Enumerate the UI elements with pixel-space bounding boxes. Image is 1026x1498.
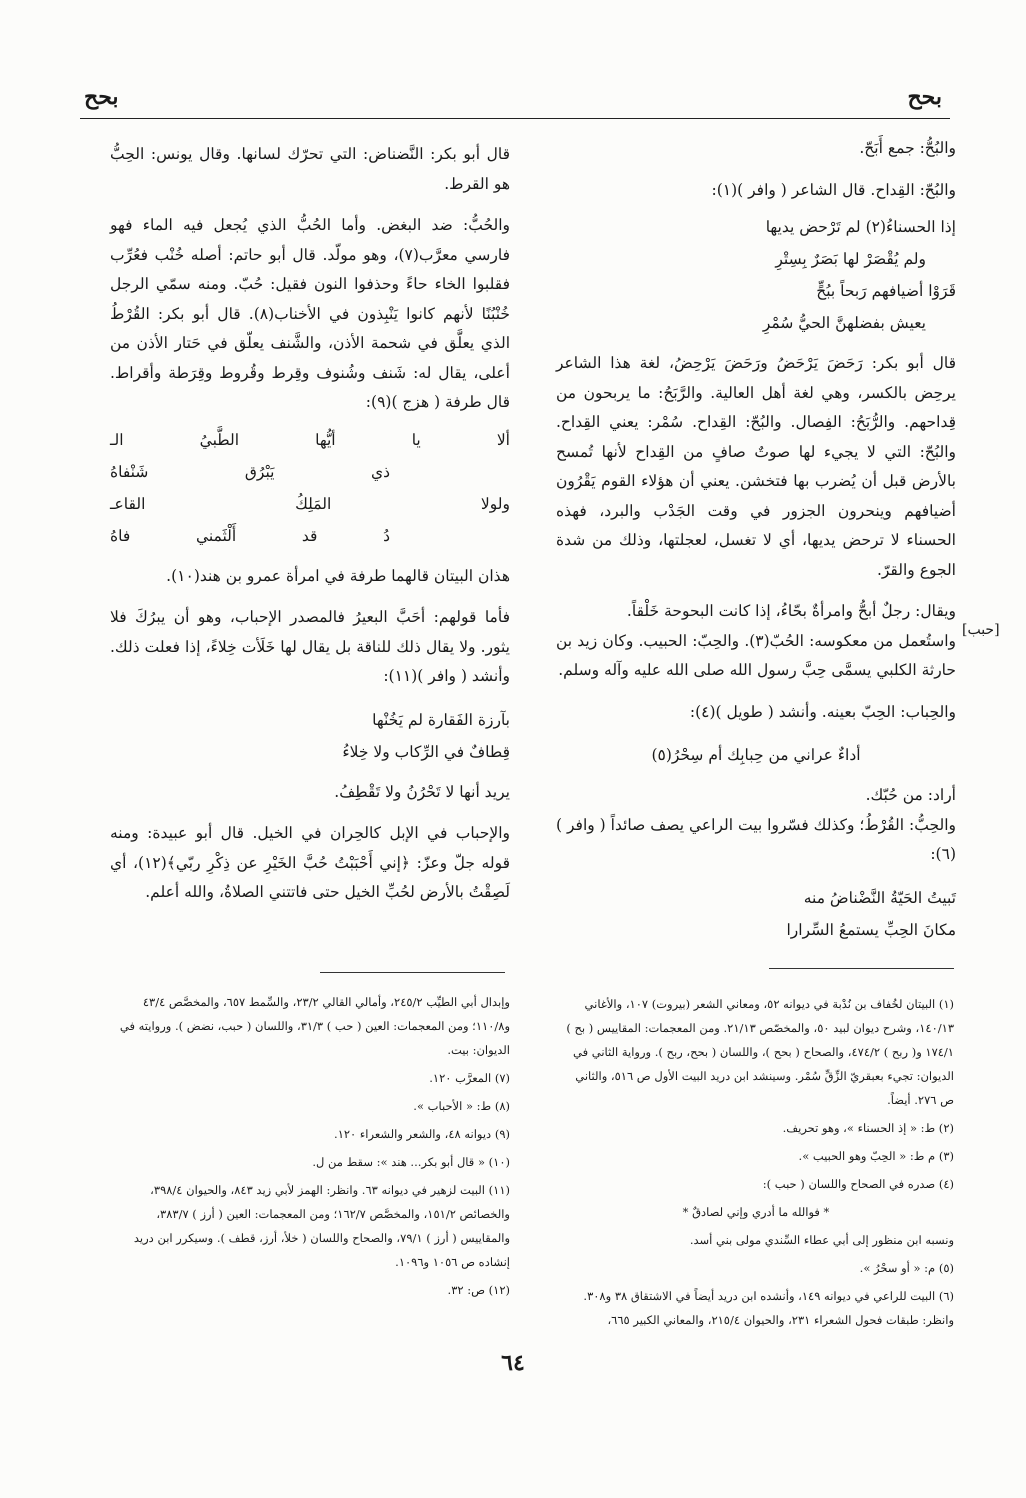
footnote: (٢) ط: « إذ الحسناء »، وهو تحريف. xyxy=(782,1121,954,1135)
paragraph: قال أبو بكر: النَّضناض: التي تحرّك لسانها. وقال يونس: الحِبُّ هو القرط. xyxy=(110,145,510,193)
verse-line: أداءٌ عراني من حِبابِك أم سِحْرُ(٥) xyxy=(651,746,861,764)
footnote: وإبدال أبي الطيِّب ٢٤٥/٢، وأمالي القالي ٢٣/٢، والسِّمط ٦٥٧، والمخصَّص ٤٣/٤ و١١٠/٨؛ ومن المعجمات: العين ( حب ) ٣١/٣، واللسان ( حبب، نضض ). وروايته في الديوان: بيت. xyxy=(119,995,510,1057)
verse-line: ولولا المَلِكُ القاعـ xyxy=(110,494,510,513)
verse-line: تَبيتُ الحَيّةُ النَّضْناضُ منه xyxy=(803,888,956,907)
paragraph: والبُحّ: القِداح. قال الشاعر ( وافر )(١): xyxy=(711,180,956,199)
footnote-rule xyxy=(769,968,954,969)
poem-verse xyxy=(110,424,510,552)
verse-line: يعيش بفضلهنَّ الحيُّ سُمْرِ xyxy=(762,314,926,332)
paragraph: والحِبُّ: القُرْطُ؛ وكذلك فسّروا بيت الراعي يصف صائداً ( وافر )(٦): xyxy=(556,815,956,863)
verse-line: ألا يا أيُّها الطَّبيُ الـ xyxy=(110,430,510,449)
paragraph: واستُعمل من معكوسه: الحُبّ(٣). والحِبّ: الحبيب. وكان زيد بن حارثة الكلبي يسمَّى حِبَّ رسول الله صلى الله عليه وآله وسلم. xyxy=(556,631,957,679)
verse-line: بآرزة الفَقارة لم يَخُنْها xyxy=(372,710,510,729)
paragraph: أراد: من حُبّك. xyxy=(865,786,956,804)
footnote: (٤) صدره في الصحاح واللسان ( حبب ): xyxy=(762,1177,954,1191)
paragraph: ويقال: رجلٌ أبحُّ وامرأةٌ بحّاءُ، إذا كانت البحوحة خَلْقاً. xyxy=(626,602,956,620)
footnote: (١١) البيت لزهير في ديوانه ٦٣. وانظر: الهمز لأبي زيد ٨٤٣، والحيوان ٣٩٨/٤، والخصائص ١٥١/٢، والمخصَّص ١٦٢/٧؛ ومن المعجمات: العين ( أرز ) ٣٨٣/٧، والمقاييس ( أرز ) ٧٩/١، والصحاح واللسان ( خلأ، أرز، قطف ). وسيكرر ابن دريد إنشاده ص ١٠٥٦ و١٠٩٦. xyxy=(133,1183,510,1269)
header-entry-word-right: بحح xyxy=(907,84,942,110)
footnote: (٧) المعرَّب ١٢٠. xyxy=(429,1071,510,1085)
paragraph: والإحباب في الإبل كالحِران في الخيل. قال أبو عبيدة: ومنه قوله جلّ وعزّ: ﴿إني أَحْبَبْتُ حُبَّ الخَيْرِ عن ذِكْرِ ربّي﴾(١٢)، أي لَصِقْتُ بالأرض لحُبِّ الخيل حتى فاتتني الصلاةُ، والله أعلم. xyxy=(110,824,510,901)
footnote: (١) البيتان لخُفاف بن نُدْبة في ديوانه ٥٢، ومعاني الشعر (بيروت) ١٠٧، والأغاني ١٤٠/١٣، وشرح ديوان لبيد ٥٠، والمخصّص ٢١/١٣. ومن المعجمات: المقاييس ( بح ) ١٧٤/١ و( ربح ) ٤٧٤/٢، والصحاح ( بحح )، واللسان ( بحح، ربح ). ورواية الثاني في الديوان: تجيء بعبقريّ الزِّقِّ سُمْر. وسينشد ابن دريد البيت الأول ص ٥١٦، والثاني ص ٢٧٦. أيضاً. xyxy=(566,997,954,1107)
footnote: (١٢) ص: ٣٢. xyxy=(447,1283,510,1297)
paragraph: هذان البيتان قالهما طرفة في امرأة عمرو بن هند(١٠). xyxy=(166,566,510,585)
footnote: (٣) م ط: « الحِبّ وهو الحبيب ». xyxy=(798,1149,954,1163)
footnote: (١٠) « قال أبو بكر... هند »: سقط من ل. xyxy=(312,1155,510,1169)
poem-verse xyxy=(556,211,956,339)
page-number: ٦٤ xyxy=(501,1350,525,1376)
left-column xyxy=(110,140,510,920)
poem-verse xyxy=(110,704,510,768)
footnote-verse: * فوالله ما أدري وإني لصادقٌ * xyxy=(682,1205,830,1219)
marginal-entry-label: [حبب] xyxy=(962,622,1000,638)
footnotes-left xyxy=(110,990,510,1306)
paragraph: والحُبُّ: ضد البغض. وأما الحُبُّ الذي يُجعل فيه الماء فهو فارسي معرَّب(٧)، وهو مولّد. قال أبو حاتم: أصله خُنْب فعُرِّب فقلبوا الخاء حاءً وحذفوا النون فقيل: حُبّ. ومنه سمّي الرجل خُنْبُنًا لأنهم كانوا يَنْبِذون في الأخناب(٨). قال أبو بكر: القُرْطُ الذي يعلَّق في شحمة الأذن، والشَّنف يعلّق في حَتار الأذن من أعلى، يقال له: شَنف وشُنوف وقِرط وقُروط وقِرَطة وأقراط. قال طرفة ( هزج )(٩): xyxy=(110,216,511,411)
header-entry-word-left: بحح xyxy=(84,84,119,110)
verse-line: قِطافٌ في الرِّكاب ولا خِلاءُ xyxy=(342,742,510,761)
footnote: ونسبه ابن منظور إلى أبي عطاء السِّندي مولى بني أسد. xyxy=(689,1233,954,1247)
verse-line: ذي يَبْرُق شَنْفاهُ xyxy=(110,462,390,481)
paragraph: والبُحُّ: جمع أَبَحّ. xyxy=(859,139,956,157)
verse-line: مكانَ الحِبِّ يستمعُ السِّرارا xyxy=(786,920,956,939)
poem-verse xyxy=(556,739,956,771)
verse-line: قَرَوْا أضيافهم رَبحاً ببُحٍّ xyxy=(816,282,956,300)
verse-line: إذا الحسناءُ(٢) لم تَرْحض يديها xyxy=(765,218,956,236)
header-rule xyxy=(80,118,950,119)
footnote: (٩) ديوانه ٤٨، والشعر والشعراء ١٢٠. xyxy=(334,1127,510,1141)
footnote: (٥) م: « أو سحْرُ ». xyxy=(859,1261,954,1275)
footnote: (٨) ط: « الأحباب ». xyxy=(413,1099,510,1113)
paragraph: يريد أنها لا تَحْرُنُ ولا تَقْطِفُ. xyxy=(334,782,510,801)
footnotes-right xyxy=(558,992,954,1336)
paragraph: والحِباب: الحِبّ بعينه. وأنشد ( طويل )(٤): xyxy=(689,702,956,721)
verse-line: دُ قد أَلْثَمني فاهُ xyxy=(110,526,390,545)
footnote-rule xyxy=(320,972,505,973)
poem-verse xyxy=(556,882,956,946)
paragraph: فأما قولهم: أحَبَّ البعيرُ فالمصدر الإحباب، وهو أن يبرُكَ فلا يثور. ولا يقال ذلك للناقة بل يقال لها خَلَأت خِلاءً، إذا فعلت ذلك. وأنشد ( وافر )(١١): xyxy=(110,608,510,685)
verse-line: ولم يُقْصَرْ لها بَصَرٌ بِسِتْرِ xyxy=(775,250,926,268)
paragraph: قال أبو بكر: رَحَضَ يَرْحَضُ ورَحَضَ يَرْحِضُ، لغة هذا الشاعر يرحِض بالكسر، وهي لغة أهل العالية. والرَّبَحُ: ما يربحون من قِداحهم. والرُّبَحُ: الفِصال. والبُحّ: القِداح. سُمْر: يعني القِداح. والبُحّ: التي لا يجيء لها صوتٌ صافٍ من القِداح لأنها تُمسح بالأرض قبل أن يُضرب بها فتخشن. يعني أن هؤلاء القوم يَقْرُون أضيافهم وينحرون الجزور في وقت الجَدْب والبرد، فهذه الحسناء لا ترحض يديها، أي لا تغسل، لعجلتها، وذلك من شدة الجوع والقرّ. xyxy=(556,354,956,579)
right-column xyxy=(556,134,956,956)
footnote: (٦) البيت للراعي في ديوانه ١٤٩، وأنشده ابن دريد أيضاً في الاشتقاق ٣٨ و٣٠٨. وانظر: طبقات فحول الشعراء ٢٣١، والحيوان ٢١٥/٤، والمعاني الكبير ٦٦٥، xyxy=(583,1289,954,1327)
